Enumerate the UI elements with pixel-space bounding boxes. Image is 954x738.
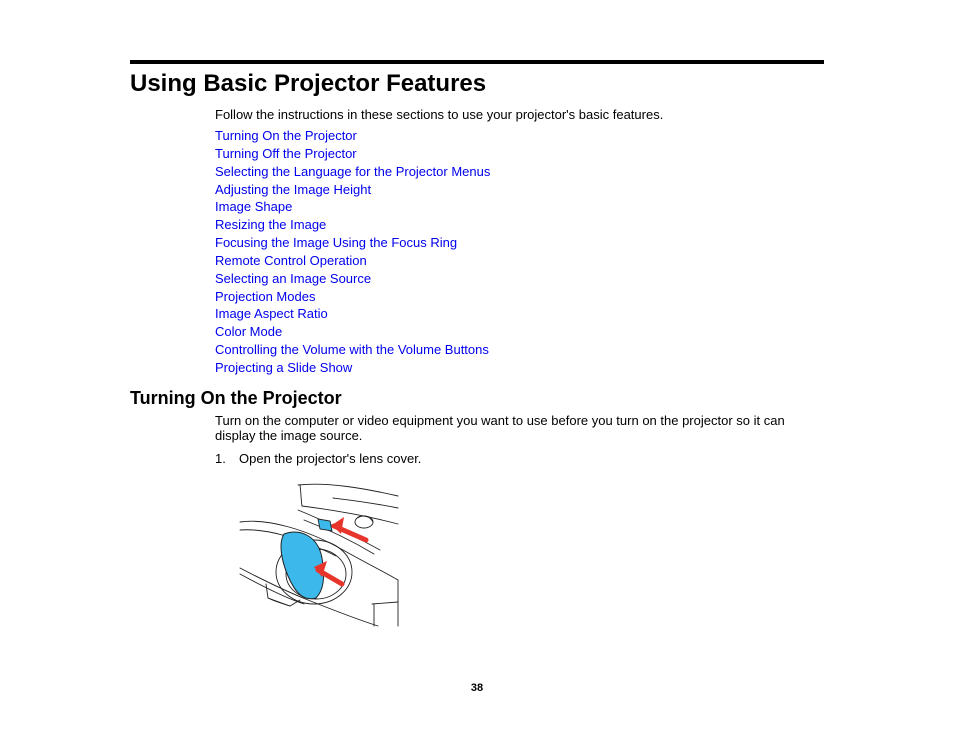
page-number: 38 (470, 682, 484, 694)
link-aspect-ratio[interactable]: Image Aspect Ratio (215, 306, 328, 322)
link-resizing-image[interactable]: Resizing the Image (215, 217, 327, 233)
link-projection-modes[interactable]: Projection Modes (215, 288, 316, 304)
link-volume-buttons[interactable]: Controlling the Volume with the Volume Buttons (215, 342, 489, 358)
step-text: Open the projector's lens cover. (239, 451, 422, 466)
link-remote-control[interactable]: Remote Control Operation (215, 252, 367, 268)
top-rule (130, 60, 824, 64)
link-image-shape[interactable]: Image Shape (215, 199, 293, 215)
list-item (215, 234, 490, 252)
topic-link-list (215, 127, 490, 377)
link-selecting-language[interactable]: Selecting the Language for the Projector Menus (215, 163, 491, 179)
projector-lens-cover-illustration (238, 480, 400, 630)
list-item (215, 198, 490, 216)
link-image-height[interactable]: Adjusting the Image Height (215, 181, 372, 197)
list-item (215, 252, 490, 270)
list-item (215, 270, 490, 288)
list-item (215, 359, 490, 377)
section-heading: Turning On the Projector (130, 388, 342, 408)
link-turning-off[interactable]: Turning Off the Projector (215, 145, 357, 161)
list-item (215, 181, 490, 199)
page-title: Using Basic Projector Features (130, 70, 487, 97)
list-item (215, 145, 490, 163)
list-item (215, 323, 490, 341)
list-item (215, 341, 490, 359)
list-item (215, 216, 490, 234)
link-turning-on[interactable]: Turning On the Projector (215, 128, 357, 143)
link-image-source[interactable]: Selecting an Image Source (215, 270, 372, 286)
list-item (215, 288, 490, 306)
link-slide-show[interactable]: Projecting a Slide Show (215, 359, 353, 375)
step-number: 1. (215, 451, 226, 466)
list-item (215, 127, 490, 145)
intro-text: Follow the instructions in these sections to use your projector's basic features. (215, 107, 664, 122)
list-item (215, 305, 490, 323)
link-focus-ring[interactable]: Focusing the Image Using the Focus Ring (215, 235, 458, 251)
step-item (215, 451, 421, 467)
link-color-mode[interactable]: Color Mode (215, 324, 283, 340)
section-body: Turn on the computer or video equipment you want to use before you turn on the projector so it can display the image source. (215, 413, 785, 443)
list-item (215, 163, 490, 181)
